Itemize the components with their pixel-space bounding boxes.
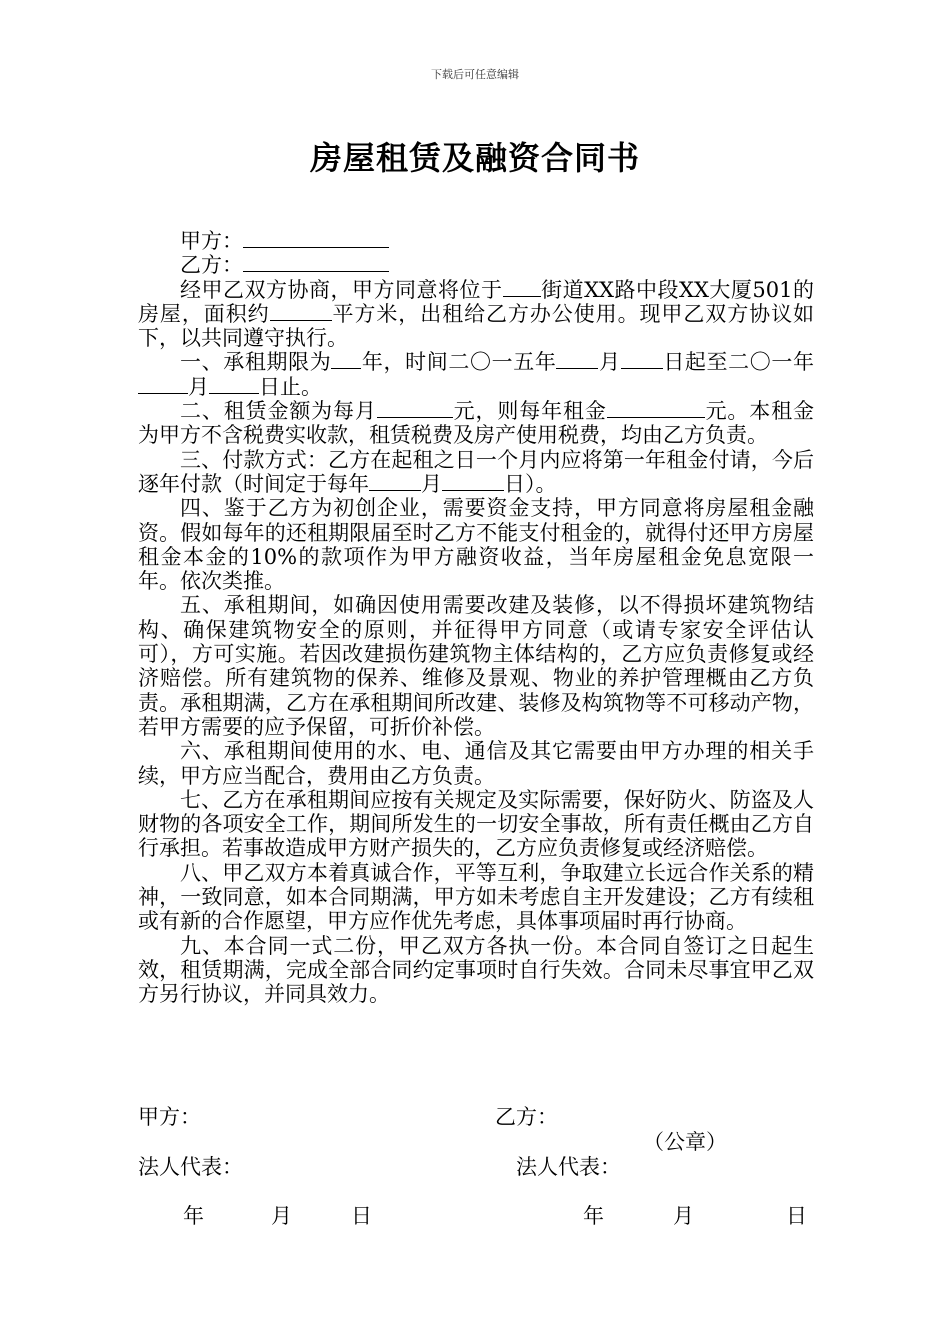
clause-1-text-6: 日止。 <box>259 374 322 399</box>
party-b-label: 乙方： <box>180 253 243 278</box>
clause-3-text-2: 月 <box>421 471 442 496</box>
intro-text-1: 经甲乙双方协商，甲方同意将位于 <box>180 277 503 302</box>
signature-party-a: 甲方： <box>138 1105 201 1129</box>
signature-rep-a: 法人代表： <box>138 1155 243 1179</box>
payment-day-blank <box>442 472 504 491</box>
end-day-blank <box>209 375 259 394</box>
party-a-blank <box>243 229 389 248</box>
contract-body <box>138 229 814 1007</box>
clause-2-text-2: 元，则每年租金 <box>452 399 607 424</box>
clause-2-text-3: 元。本租金为甲方不含税费实收款，租赁税费及房产使用税费，均由乙方负责。 <box>138 399 815 448</box>
clause-1-text-3: 月 <box>598 350 621 375</box>
intro-text-3: 平方米，出租给乙方办公使用。现甲乙双方协议如下，以共同遵守执行。 <box>138 301 815 351</box>
intro-text-2: 街道XX路中段XX大厦501的房屋，面积约 <box>138 277 814 326</box>
signature-seal: （公章） <box>643 1130 727 1154</box>
clause-8: 八、甲乙双方本着真诚合作，平等互利，争取建立长远合作关系的精神，一致同意，如本合同期满，甲方如未考虑自主开发建设；乙方有续租或有新的合作愿望，甲方应作优先考虑，具体事项届时再行协商。 <box>138 860 814 934</box>
date-a-month: 月 <box>271 1204 292 1228</box>
clause-5: 五、承租期间，如确因使用需要改建及装修，以不得损坏建筑物结构、确保建筑物安全的原则，并征得甲方同意（或请专家安全评估认可），方可实施。若因改建损伤建筑物主体结构的，乙方应负责修复或经济赔偿。所有建筑物的保养、维修及景观、物业的养护管理概由乙方负责。承租期满，乙方在承租期间所改建、装修及构筑物等不可移动产物，若甲方需要的应予保留，可折价补偿。 <box>138 593 814 739</box>
header-note: 下载后可任意编辑 <box>431 68 519 81</box>
party-a-label: 甲方： <box>180 229 243 253</box>
clause-1-text-5: 月 <box>188 374 209 399</box>
monthly-rent-blank <box>377 399 453 418</box>
party-b-line <box>138 253 814 277</box>
clause-3 <box>138 448 814 497</box>
annual-rent-blank <box>607 399 705 418</box>
clause-9: 九、本合同一式二份，甲乙双方各执一份。本合同自签订之日起生效，租赁期满，完成全部合同约定事项时自行失效。合同未尽事宜甲乙双方另行协议，并同具效力。 <box>138 933 814 1007</box>
date-b-month: 月 <box>673 1204 694 1228</box>
party-a-line <box>138 229 814 253</box>
date-a-year: 年 <box>183 1204 204 1228</box>
date-b-year: 年 <box>583 1204 604 1228</box>
clause-4: 四、鉴于乙方为初创企业，需要资金支持，甲方同意将房屋租金融资。假如每年的还租期限届至时乙方不能支付租金的，就得付还甲方房屋租金本金的10%的款项作为甲方融资收益，当年房屋租金免息宽限一年。依次类推。 <box>138 496 814 594</box>
clause-6: 六、承租期间使用的水、电、通信及其它需要由甲方办理的相关手续，甲方应当配合，费用由乙方负责。 <box>138 739 814 788</box>
document-title: 房屋租赁及融资合同书 <box>309 139 640 177</box>
intro-paragraph <box>138 278 814 351</box>
party-b-blank <box>243 253 389 272</box>
term-years-blank <box>331 350 361 369</box>
clause-7: 七、乙方在承租期间应按有关规定及实际需要，保好防火、防盗及人财物的各项安全工作，期间所发生的一切安全事故，所有责任概由乙方自行承担。若事故造成甲方财产损失的，乙方应负责修复或经济赔偿。 <box>138 787 814 861</box>
street-blank <box>503 278 541 297</box>
date-b-day: 日 <box>786 1204 807 1228</box>
clause-1-text-1: 一、承租期限为 <box>180 350 332 375</box>
clause-1 <box>138 350 814 399</box>
date-a-day: 日 <box>351 1204 372 1228</box>
start-day-blank <box>621 350 663 369</box>
signature-party-b: 乙方： <box>495 1105 558 1129</box>
clause-3-text-3: 日）。 <box>504 471 557 496</box>
area-blank <box>270 302 332 321</box>
clause-1-text-2: 年，时间二〇一五年 <box>361 350 557 375</box>
payment-month-blank <box>369 472 421 491</box>
clause-2-text-1: 二、租赁金额为每月 <box>180 399 377 424</box>
clause-3-text-1: 三、付款方式：乙方在起租之日一个月内应将第一年租金付请，今后逐年付款（时间定于每年 <box>138 447 814 496</box>
clause-2 <box>138 399 814 448</box>
end-month-blank <box>138 375 188 394</box>
start-month-blank <box>556 350 598 369</box>
clause-1-text-4: 日起至二〇一年 <box>662 350 815 375</box>
signature-rep-b: 法人代表： <box>516 1155 621 1179</box>
